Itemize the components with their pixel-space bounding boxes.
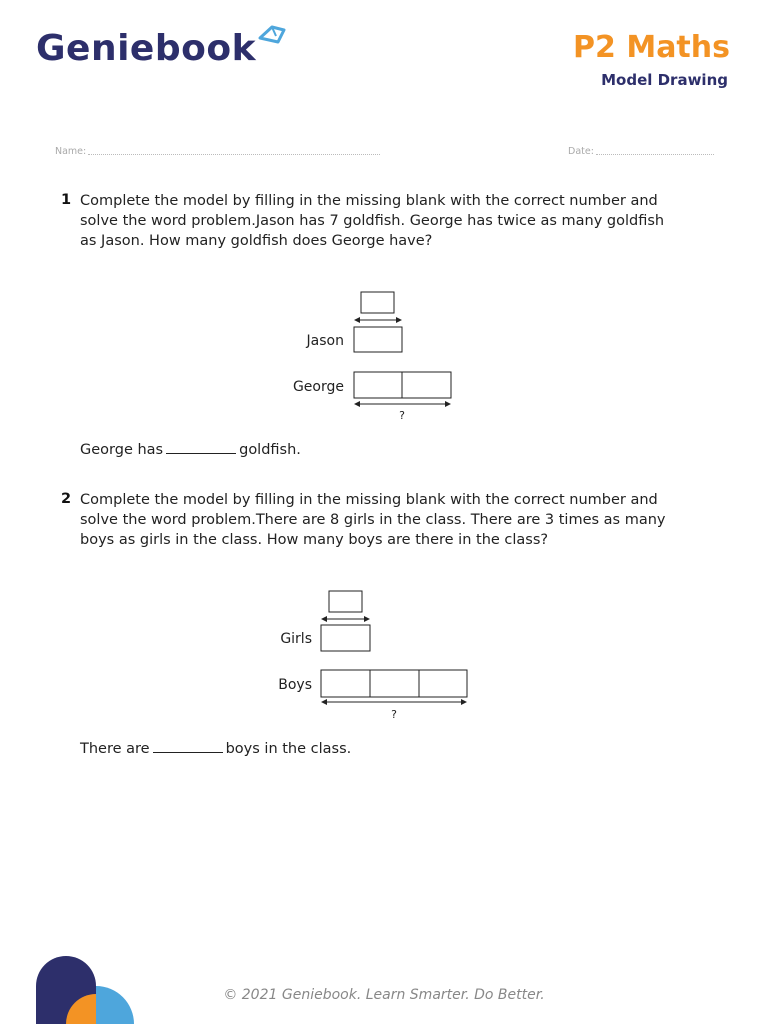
- total-label: ?: [399, 409, 405, 422]
- girls-bar: [321, 625, 370, 651]
- model-q2: [278, 591, 467, 721]
- model-q1: [293, 292, 451, 422]
- answer-blank[interactable]: [166, 441, 236, 454]
- question-text: Complete the model by filling in the missing blank with the correct number and solve the word problem.Jason has 7 goldfish. George has twice as many goldfish as Jason. How many goldfish does George have?: [80, 193, 665, 249]
- question-number: 2: [61, 491, 72, 507]
- topic-subtitle: Model Drawing: [601, 71, 728, 89]
- unit-value-box[interactable]: [361, 292, 394, 313]
- answer-suffix: boys in the class.: [225, 741, 352, 757]
- date-label: Date:: [568, 146, 594, 157]
- question-number: 1: [61, 192, 72, 208]
- total-label: ?: [391, 708, 397, 721]
- boys-bar-unit: [370, 670, 419, 697]
- answer-prefix: George has: [80, 442, 164, 458]
- boys-bar-unit: [419, 670, 467, 697]
- name-label: Name:: [55, 146, 87, 157]
- george-bar-unit: [354, 372, 402, 398]
- george-bar-unit: [402, 372, 451, 398]
- subject-title: P2 Maths: [573, 30, 730, 65]
- answer-line: [80, 441, 301, 458]
- model-row-label: George: [292, 379, 344, 395]
- boys-bar-unit: [321, 670, 370, 697]
- answer-prefix: There are: [80, 741, 150, 757]
- unit-value-box[interactable]: [329, 591, 362, 612]
- jason-bar: [354, 327, 402, 352]
- answer-blank[interactable]: [153, 740, 223, 753]
- answer-line: [80, 740, 351, 757]
- brand-logo: Geniebook: [36, 28, 257, 69]
- footer-text: © 2021 Geniebook. Learn Smarter. Do Better.: [223, 987, 545, 1003]
- question-text: Complete the model by filling in the missing blank with the correct number and solve the word problem.There are 8 girls in the class. There are 3 times as many boys as girls in the class. How many boys are there in the class?: [80, 492, 666, 548]
- model-row-label: Boys: [278, 677, 312, 693]
- model-row-label: Jason: [306, 333, 344, 349]
- answer-suffix: goldfish.: [239, 442, 301, 458]
- model-row-label: Girls: [280, 631, 312, 647]
